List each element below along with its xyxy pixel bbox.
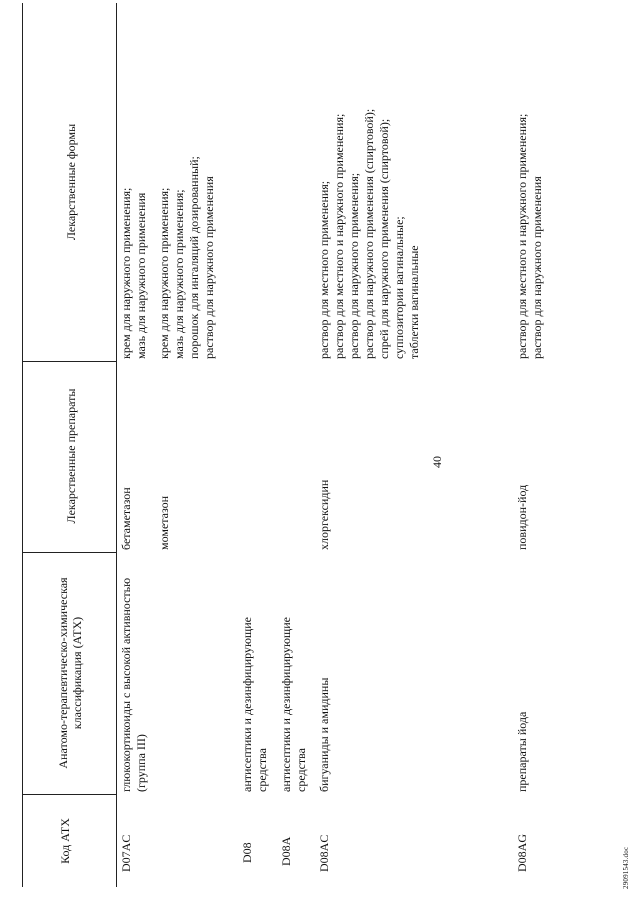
row-d07ac-forms-2: крем для наружного применения; мазь для наружного применения; порошок для ингаляций дозированный; раствор для наружного применения (157, 156, 216, 359)
col-divider-2 (22, 552, 117, 553)
row-d07ac-code: D07AC (119, 834, 133, 872)
row-d08ac-forms-1: раствор для местного применения; раствор для местного и наружного применения; раствор для наружного применения; раствор для наружного применения (спиртовой); спрей для наружного применения (спиртовой); суппозитории вагинальные; таблетки вагинальные (317, 108, 421, 359)
row-d08ac-code: D08AC (317, 834, 331, 872)
header-forms: Лекарственные формы (64, 123, 78, 241)
row-d08a-code: D08A (279, 836, 293, 866)
row-d08ag-code: D08AG (515, 834, 529, 872)
row-d07ac-drug-2: мометазон (157, 495, 171, 550)
header-divider (116, 3, 117, 887)
row-d08ac-classification: бигуаниды и амидины (317, 677, 331, 792)
header-drugs: Лекарственные препараты (64, 388, 78, 524)
row-d08ac-drug-1: хлоргексидин (317, 479, 331, 550)
table-top-border (22, 3, 23, 887)
col-divider-3 (22, 361, 117, 362)
row-d08-classification: антисептики и дезинфицирующие средства (240, 617, 269, 792)
row-d07ac-forms-1: крем для наружного применения; мазь для наружного применения (119, 187, 148, 359)
header-classification: Анатомо-терапевтическо-химическая классификация (АТХ) (56, 577, 84, 769)
row-d08-code: D08 (240, 842, 254, 863)
row-d08ag-drug-1: повидон-йод (515, 484, 529, 550)
page-number: 40 (430, 456, 444, 468)
document-id: 29091543.doc (622, 846, 630, 889)
header-code: Код АТХ (58, 818, 72, 864)
row-d07ac-classification: глюкокортикоиды с высокой активностью (группа III) (119, 577, 148, 792)
row-d08a-classification: антисептики и дезинфицирующие средства (279, 617, 308, 792)
row-d07ac-drug-1: бетаметазон (119, 487, 133, 550)
row-d08ag-forms-1: раствор для местного и наружного применения; раствор для наружного применения (515, 113, 544, 359)
row-d08ag-classification: препараты йода (515, 711, 529, 792)
